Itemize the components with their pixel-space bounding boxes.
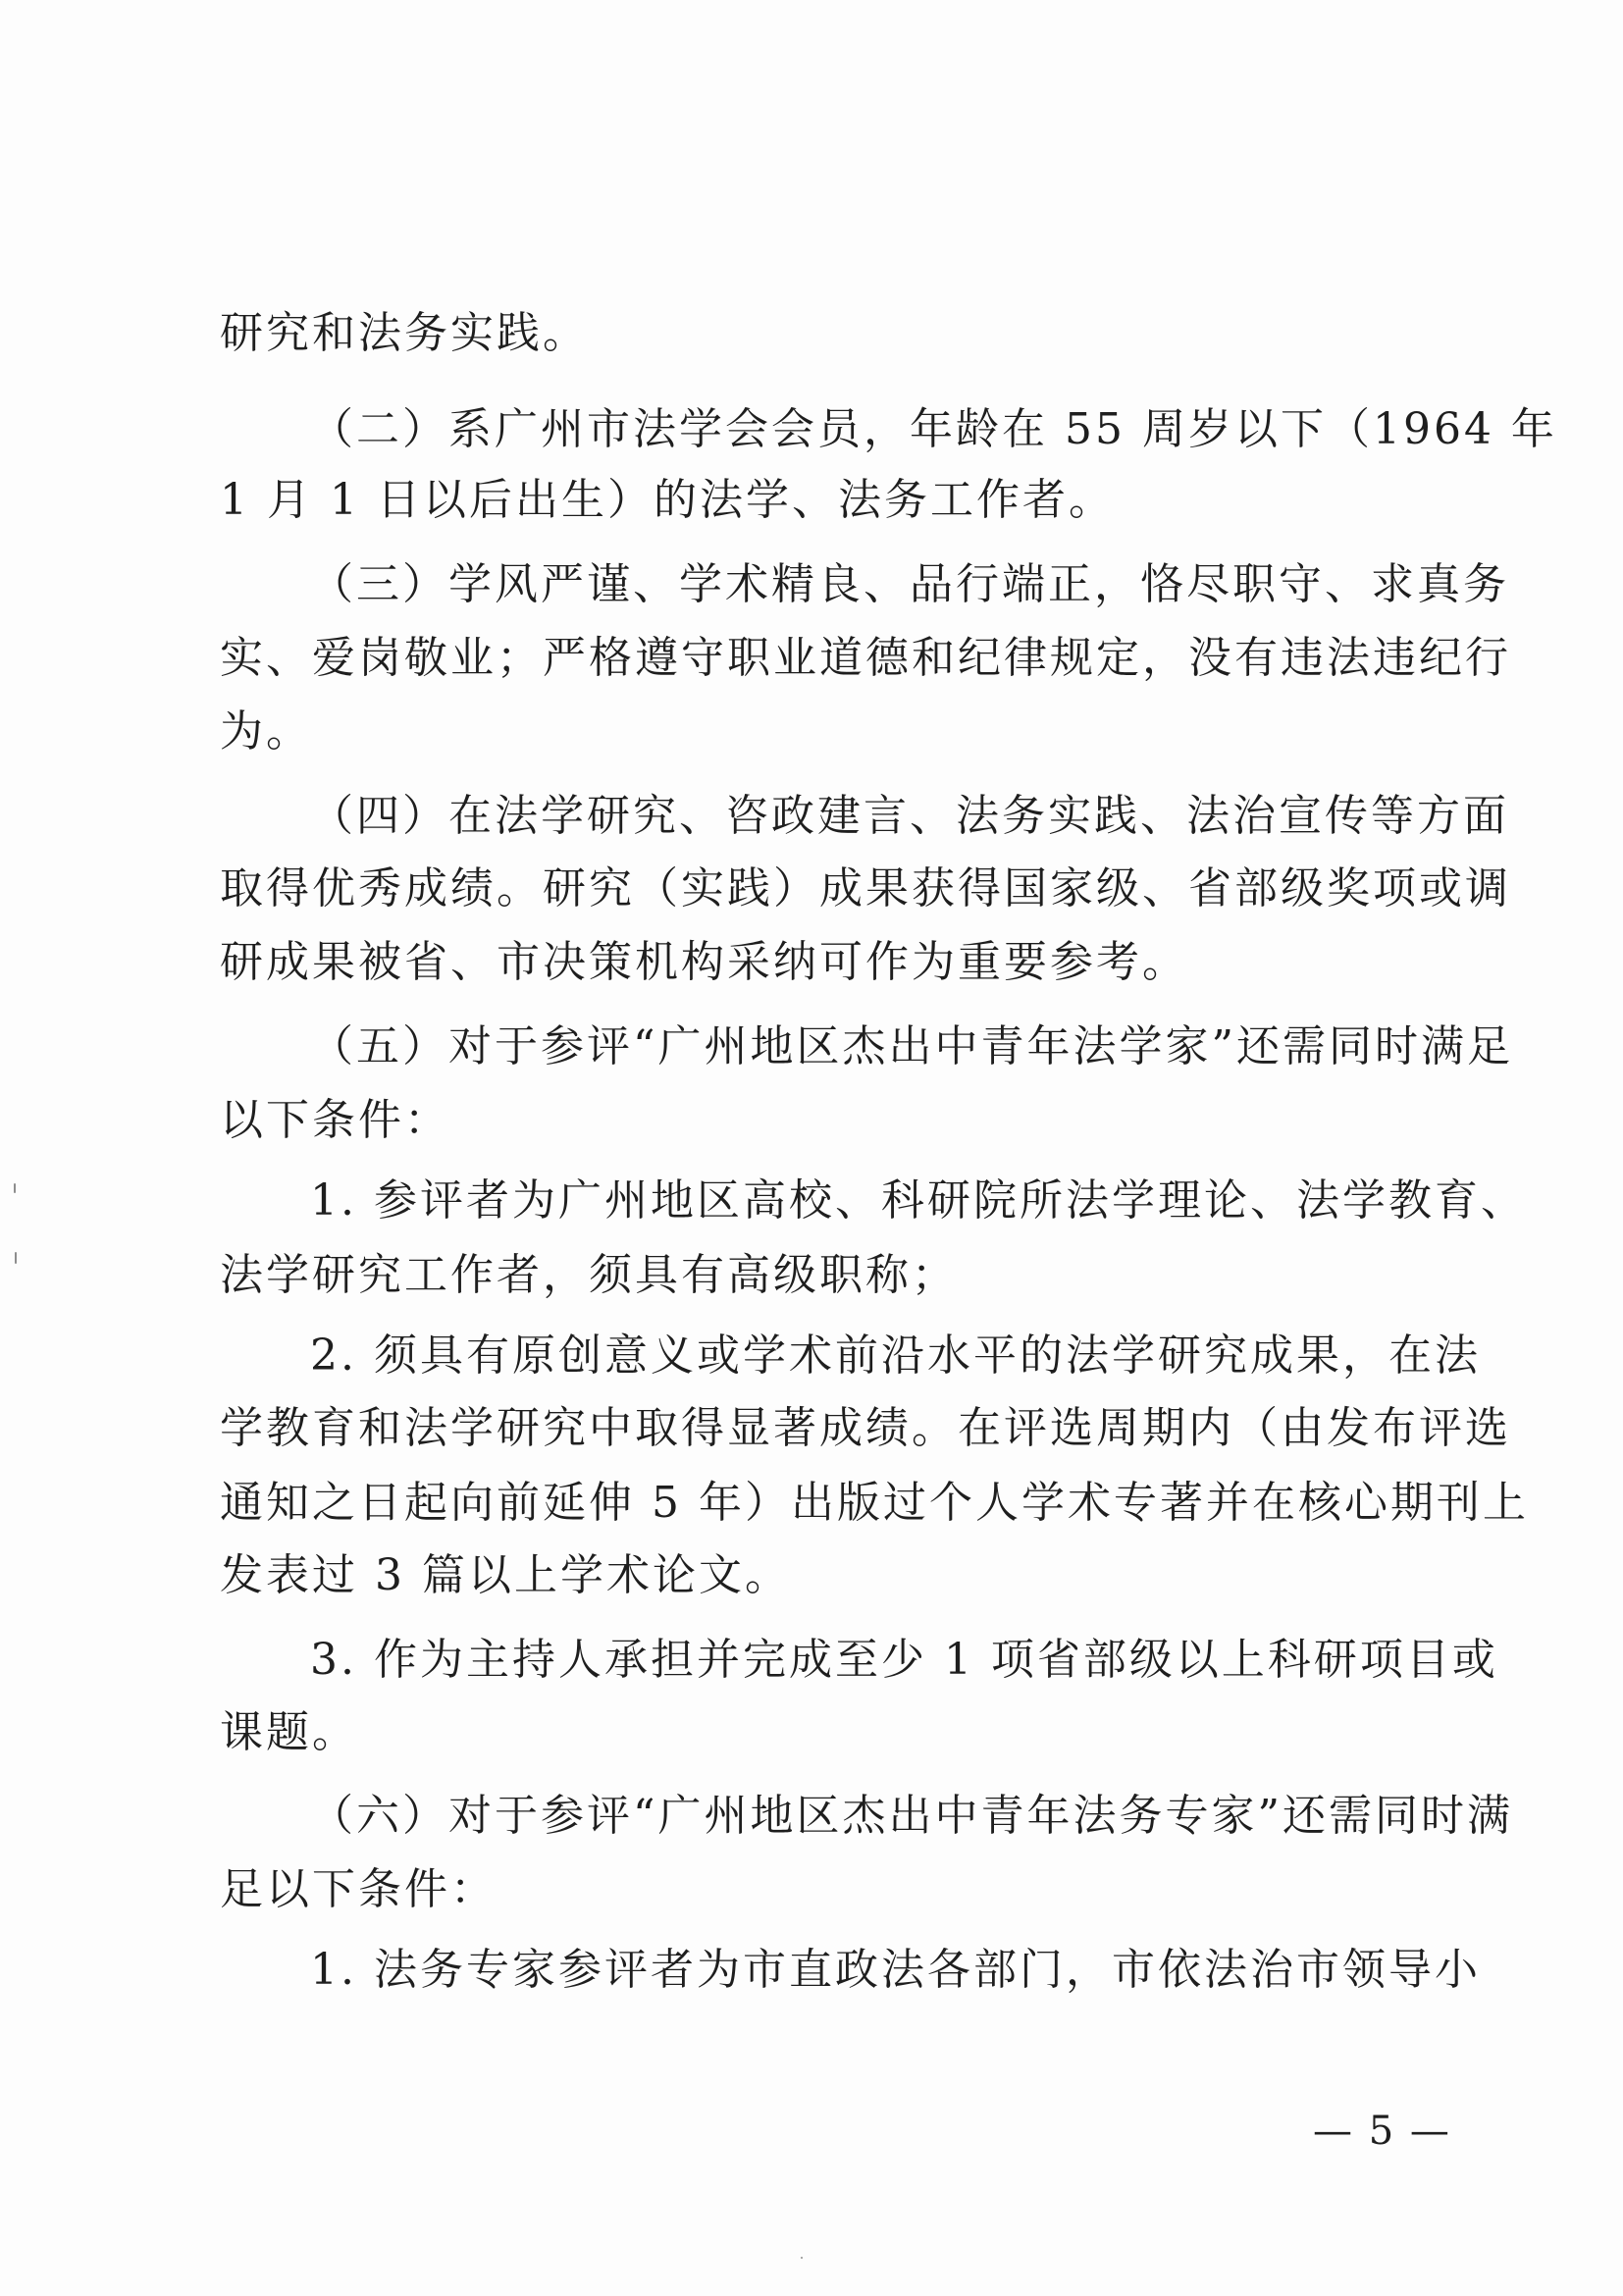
text-line-05: 实、爱岗敬业；严格遵守职业道德和纪律规定，没有违法违纪行 bbox=[220, 633, 1511, 683]
text-line-03: 1 月 1 日以后出生）的法学、法务工作者。 bbox=[220, 475, 1115, 525]
text-line-19: 课题。 bbox=[220, 1707, 358, 1757]
text-line-14: 2. 须具有原创意义或学术前沿水平的法学研究成果，在法 bbox=[310, 1331, 1481, 1381]
text-line-01: 研究和法务实践。 bbox=[220, 308, 589, 358]
text-line-02: （二）系广州市法学会会员，年龄在 55 周岁以下（1964 年 bbox=[310, 404, 1557, 454]
text-line-08: 取得优秀成绩。研究（实践）成果获得国家级、省部级奖项或调 bbox=[220, 863, 1511, 913]
text-line-17: 发表过 3 篇以上学术论文。 bbox=[220, 1550, 791, 1600]
text-line-18: 3. 作为主持人承担并完成至少 1 项省部级以上科研项目或 bbox=[310, 1635, 1498, 1685]
text-line-15: 学教育和法学研究中取得显著成绩。在评选周期内（由发布评选 bbox=[220, 1403, 1511, 1453]
text-line-12: 1. 参评者为广州地区高校、科研院所法学理论、法学教育、 bbox=[310, 1175, 1527, 1226]
page-number: — 5 — bbox=[1313, 2109, 1451, 2154]
text-line-22: 1. 法务专家参评者为市直政法各部门，市依法治市领导小 bbox=[310, 1945, 1481, 1995]
text-line-21: 足以下条件： bbox=[220, 1864, 497, 1914]
scan-speck bbox=[801, 2257, 803, 2259]
scan-speck bbox=[15, 1252, 17, 1264]
text-line-11: 以下条件： bbox=[220, 1095, 450, 1145]
text-line-16: 通知之日起向前延伸 5 年）出版过个人学术专著并在核心期刊上 bbox=[220, 1478, 1529, 1528]
text-line-07: （四）在法学研究、咨政建言、法务实践、法治宣传等方面 bbox=[310, 791, 1509, 841]
text-line-13: 法学研究工作者，须具有高级职称； bbox=[220, 1250, 958, 1300]
text-line-09: 研成果被省、市决策机构采纳可作为重要参考。 bbox=[220, 937, 1188, 987]
text-line-20: （六）对于参评“广州地区杰出中青年法务专家”还需同时满 bbox=[310, 1791, 1513, 1841]
text-line-06: 为。 bbox=[220, 706, 312, 757]
scan-speck bbox=[14, 1183, 16, 1193]
text-line-10: （五）对于参评“广州地区杰出中青年法学家”还需同时满足 bbox=[310, 1021, 1513, 1071]
text-line-04: （三）学风严谨、学术精良、品行端正，恪尽职守、求真务 bbox=[310, 559, 1509, 609]
